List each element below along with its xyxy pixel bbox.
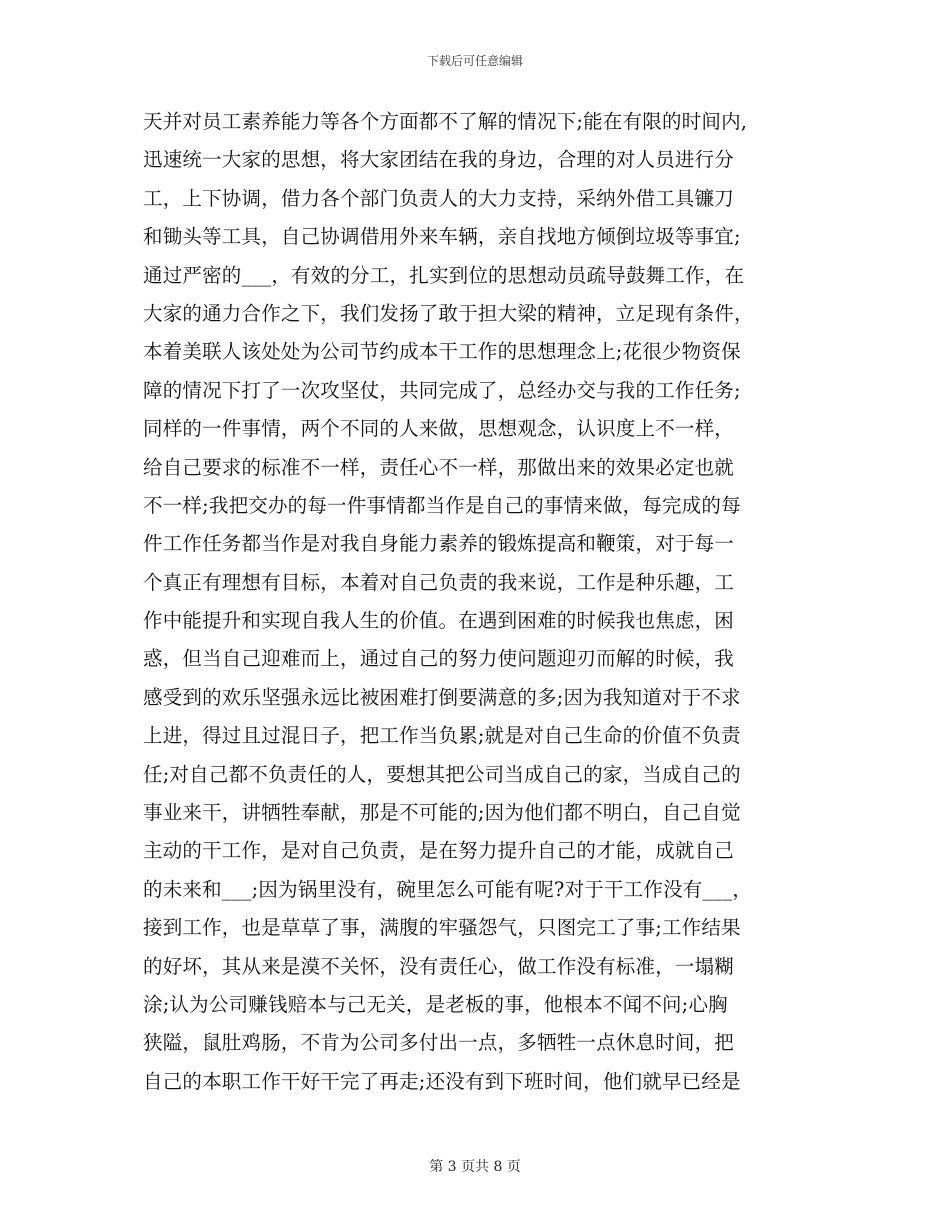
text-line: 本着美联人该处处为公司节约成本干工作的思想理念上;花很少物资保 <box>143 340 741 364</box>
text-line: 狭隘，鼠肚鸡肠，不肯为公司多付出一点，多牺牲一点休息时间，把 <box>143 1031 735 1055</box>
text-line: 天并对员工素养能力等各个方面都不了解的情况下;能在有限的时间内, <box>143 110 748 133</box>
text-line: 惑，但当自己迎难而上，通过自己的努力使问题迎刃而解的时候，我 <box>143 647 735 671</box>
text-line: 大家的通力合作之下，我们发扬了敢于担大梁的精神，立足现有条件， <box>143 301 754 325</box>
text-line: 件工作任务都当作是对我自身能力素养的锻炼提高和鞭策，对于每一 <box>143 532 735 556</box>
document-body <box>143 103 803 1101</box>
text-line: 不一样;我把交办的每一件事情都当作是自己的事情来做，每完成的每 <box>143 493 741 517</box>
page-footer: 第 3 页共 8 页 <box>429 1159 521 1175</box>
text-line: 通过严密的___，有效的分工，扎实到位的思想动员疏导鼓舞工作，在 <box>143 263 745 287</box>
text-line: 感受到的欢乐坚强永远比被困难打倒要满意的多;因为我知道对于不求 <box>143 685 741 709</box>
text-line: 事业来干，讲牺牲奉献，那是不可能的;因为他们都不明白，自己自觉 <box>143 801 741 825</box>
text-line: 同样的一件事情，两个不同的人来做，思想观念，认识度上不一样， <box>143 417 735 441</box>
text-line: 工，上下协调，借力各个部门负责人的大力支持，采纳外借工具镰刀 <box>143 186 735 210</box>
text-line: 涂;认为公司赚钱赔本与己无关，是老板的事，他根本不闻不问;心胸 <box>143 992 728 1016</box>
text-line: 主动的干工作，是对自己负责，是在努力提升自己的才能，成就自己 <box>143 839 735 863</box>
text-line: 任;对自己都不负责任的人，要想其把公司当成自己的家，当成自己的 <box>143 762 741 786</box>
text-line: 障的情况下打了一次攻坚仗，共同完成了，总经办交与我的工作任务; <box>143 378 741 402</box>
text-line: 上进，得过且过混日子，把工作当负累;就是对自己生命的价值不负责 <box>143 724 741 748</box>
text-line: 给自己要求的标准不一样，责任心不一样，那做出来的效果必定也就 <box>143 455 735 479</box>
page-header: 下载后可任意编辑 <box>426 54 523 68</box>
text-line: 的未来和___;因为锅里没有，碗里怎么可能有呢?对于干工作没有___， <box>143 877 753 901</box>
text-line: 接到工作，也是草草了事，满腹的牢骚怨气，只图完工了事;工作结果 <box>143 916 741 940</box>
text-line: 迅速统一大家的思想，将大家团结在我的身边，合理的对人员进行分 <box>143 148 735 172</box>
text-line: 自己的本职工作干好干完了再走;还没有到下班时间，他们就早已经是 <box>143 1069 741 1093</box>
text-line: 个真正有理想有目标，本着对自己负责的我来说，工作是种乐趣，工 <box>143 570 735 594</box>
text-line: 和锄头等工具，自己协调借用外来车辆，亲自找地方倾倒垃圾等事宜; <box>143 225 741 249</box>
text-line: 作中能提升和实现自我人生的价值。在遇到困难的时候我也焦虑，困 <box>143 609 735 633</box>
text-line: 的好坏，其从来是漠不关怀，没有责任心，做工作没有标准，一塌糊 <box>143 954 735 978</box>
